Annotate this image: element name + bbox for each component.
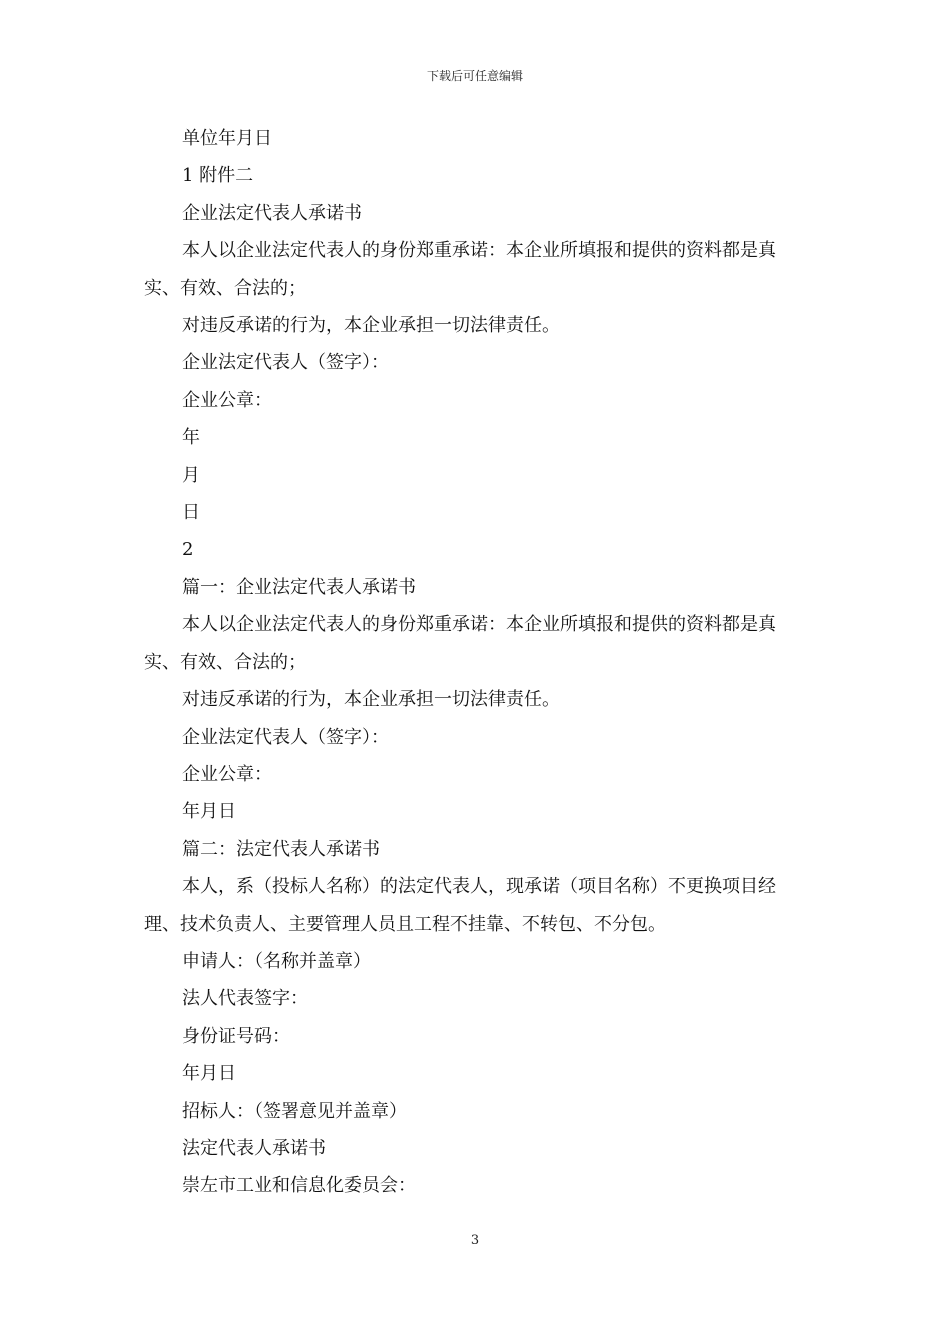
signature-line: 企业法定代表人（签字）： [182,352,389,374]
date-line: 年月日 [182,801,236,823]
date-line: 年月日 [182,1063,236,1085]
date-day: 日 [182,502,200,524]
paragraph: 单位年月日 [182,128,272,149]
section-title: 篇二：法定代表人承诺书 [182,838,380,860]
addressee-line: 崇左市工业和信息化委员会： [182,1175,416,1197]
paragraph: 本人以企业法定代表人的身份郑重承诺：本企业所填报和提供的资料都是真实、有效、合法的； [144,240,776,299]
page-header: 下载后可任意编辑 [426,69,523,83]
paragraph: 1 附件二 [182,165,254,187]
section-title: 企业法定代表人承诺书 [182,202,362,224]
applicant-line: 申请人：（名称并盖章） [182,950,371,972]
document-body [144,120,808,1205]
signature-line: 企业法定代表人（签字）： [182,726,389,748]
section-title: 篇一：企业法定代表人承诺书 [182,576,416,598]
page-number: 3 [470,1233,480,1248]
paragraph: 本人以企业法定代表人的身份郑重承诺：本企业所填报和提供的资料都是真实、有效、合法的； [144,614,776,673]
section-title: 法定代表人承诺书 [182,1137,326,1159]
tenderer-line: 招标人：（签署意见并盖章） [182,1100,407,1122]
id-number-line: 身份证号码： [182,1025,290,1047]
seal-line: 企业公章： [182,389,272,411]
signature-line: 法人代表签字： [182,988,308,1010]
seal-line: 企业公章： [182,763,272,785]
paragraph: 2 [182,539,194,561]
date-year: 年 [182,427,200,449]
paragraph: 本人，系（投标人名称）的法定代表人，现承诺（项目名称）不更换项目经理、技术负责人、主要管理人员且工程不挂靠、不转包、不分包。 [144,876,776,935]
paragraph: 对违反承诺的行为，本企业承担一切法律责任。 [182,689,560,711]
date-month: 月 [182,464,200,486]
paragraph: 对违反承诺的行为，本企业承担一切法律责任。 [182,315,560,337]
